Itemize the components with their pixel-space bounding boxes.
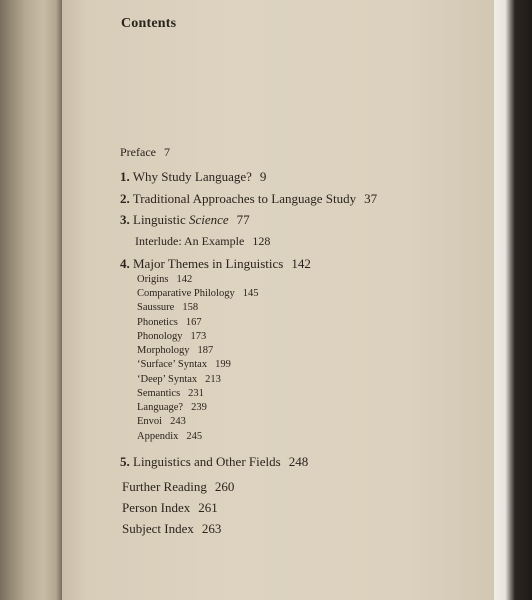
entry-page: 158: [182, 302, 199, 313]
toc-entry-chapter-5: [120, 454, 308, 470]
entry-label: Preface: [120, 145, 156, 159]
toc-section: [137, 302, 198, 313]
entry-page: 243: [170, 416, 186, 427]
toc-entry-subject-index: [122, 521, 221, 537]
entry-label: Comparative Philology: [137, 288, 235, 299]
entry-page: 142: [291, 256, 311, 271]
entry-label: Language?: [137, 402, 184, 413]
toc-entry-chapter-3: [120, 212, 250, 228]
entry-label: Semantics: [137, 388, 181, 399]
toc-section: [137, 388, 204, 399]
chapter-number: 2.: [120, 191, 130, 206]
entry-label: Subject Index: [122, 521, 194, 536]
entry-page: 245: [186, 431, 203, 442]
toc-section: [137, 345, 213, 356]
toc-section: [137, 317, 202, 328]
entry-label: Appendix: [137, 431, 179, 442]
toc-section: [137, 359, 231, 370]
toc-entry-preface: [120, 145, 170, 160]
entry-label: Origins: [137, 274, 169, 285]
toc-section: [137, 288, 258, 299]
entry-page: 260: [214, 479, 235, 494]
toc-section: [137, 431, 202, 442]
toc-section: [137, 331, 206, 342]
chapter-number: 3.: [120, 212, 130, 227]
toc-section: [137, 416, 186, 427]
entry-label: Phonology: [137, 331, 183, 342]
toc-section: [137, 374, 221, 385]
entry-page: 213: [205, 374, 221, 385]
entry-page: 199: [215, 359, 231, 370]
entry-label: Interlude: An Example: [135, 234, 245, 248]
contents-heading: Contents: [121, 16, 177, 31]
entry-page: 239: [191, 402, 207, 413]
entry-page: 231: [188, 388, 204, 399]
chapter-number: 1.: [120, 169, 130, 184]
entry-page: 142: [176, 274, 193, 285]
toc-section: [137, 402, 207, 413]
entry-page: 7: [163, 145, 170, 159]
toc-entry-interlude: [135, 234, 270, 249]
entry-page: 145: [242, 288, 259, 299]
entry-page: 128: [252, 234, 271, 248]
entry-label: Linguistic: [133, 212, 186, 227]
toc-entry-chapter-2: [120, 191, 377, 207]
toc-entry-chapter-4: [120, 256, 311, 272]
entry-page: 263: [201, 521, 222, 536]
entry-label: Envoi: [137, 416, 163, 427]
entry-page: 187: [197, 345, 214, 356]
entry-label: Why Study Language?: [132, 169, 252, 184]
entry-label: ‘Deep’ Syntax: [137, 374, 198, 385]
entry-label: Traditional Approaches to Language Study: [132, 191, 357, 206]
entry-label: Major Themes in Linguistics: [133, 256, 284, 271]
chapter-number: 4.: [120, 256, 130, 271]
entry-page: 261: [198, 500, 218, 515]
entry-page: 248: [288, 454, 309, 469]
entry-page: 9: [259, 169, 267, 184]
toc-entry-person-index: [122, 500, 218, 516]
entry-label: Saussure: [137, 302, 175, 313]
entry-page: 173: [190, 331, 207, 342]
entry-page: 167: [185, 317, 202, 328]
entry-label: Linguistics and Other Fields: [133, 454, 281, 469]
entry-label: Phonetics: [137, 317, 178, 328]
entry-label: Further Reading: [122, 479, 207, 494]
entry-label: Person Index: [122, 500, 191, 515]
toc-section: [137, 274, 192, 285]
toc-entry-chapter-1: [120, 169, 266, 185]
toc-entry-further-reading: [122, 479, 234, 495]
chapter-number: 5.: [120, 454, 130, 469]
entry-page: 37: [364, 191, 378, 206]
entry-page: 77: [236, 212, 250, 227]
entry-label-italic: Science: [188, 212, 229, 227]
entry-label: Morphology: [137, 345, 190, 356]
entry-label: ‘Surface’ Syntax: [137, 359, 208, 370]
